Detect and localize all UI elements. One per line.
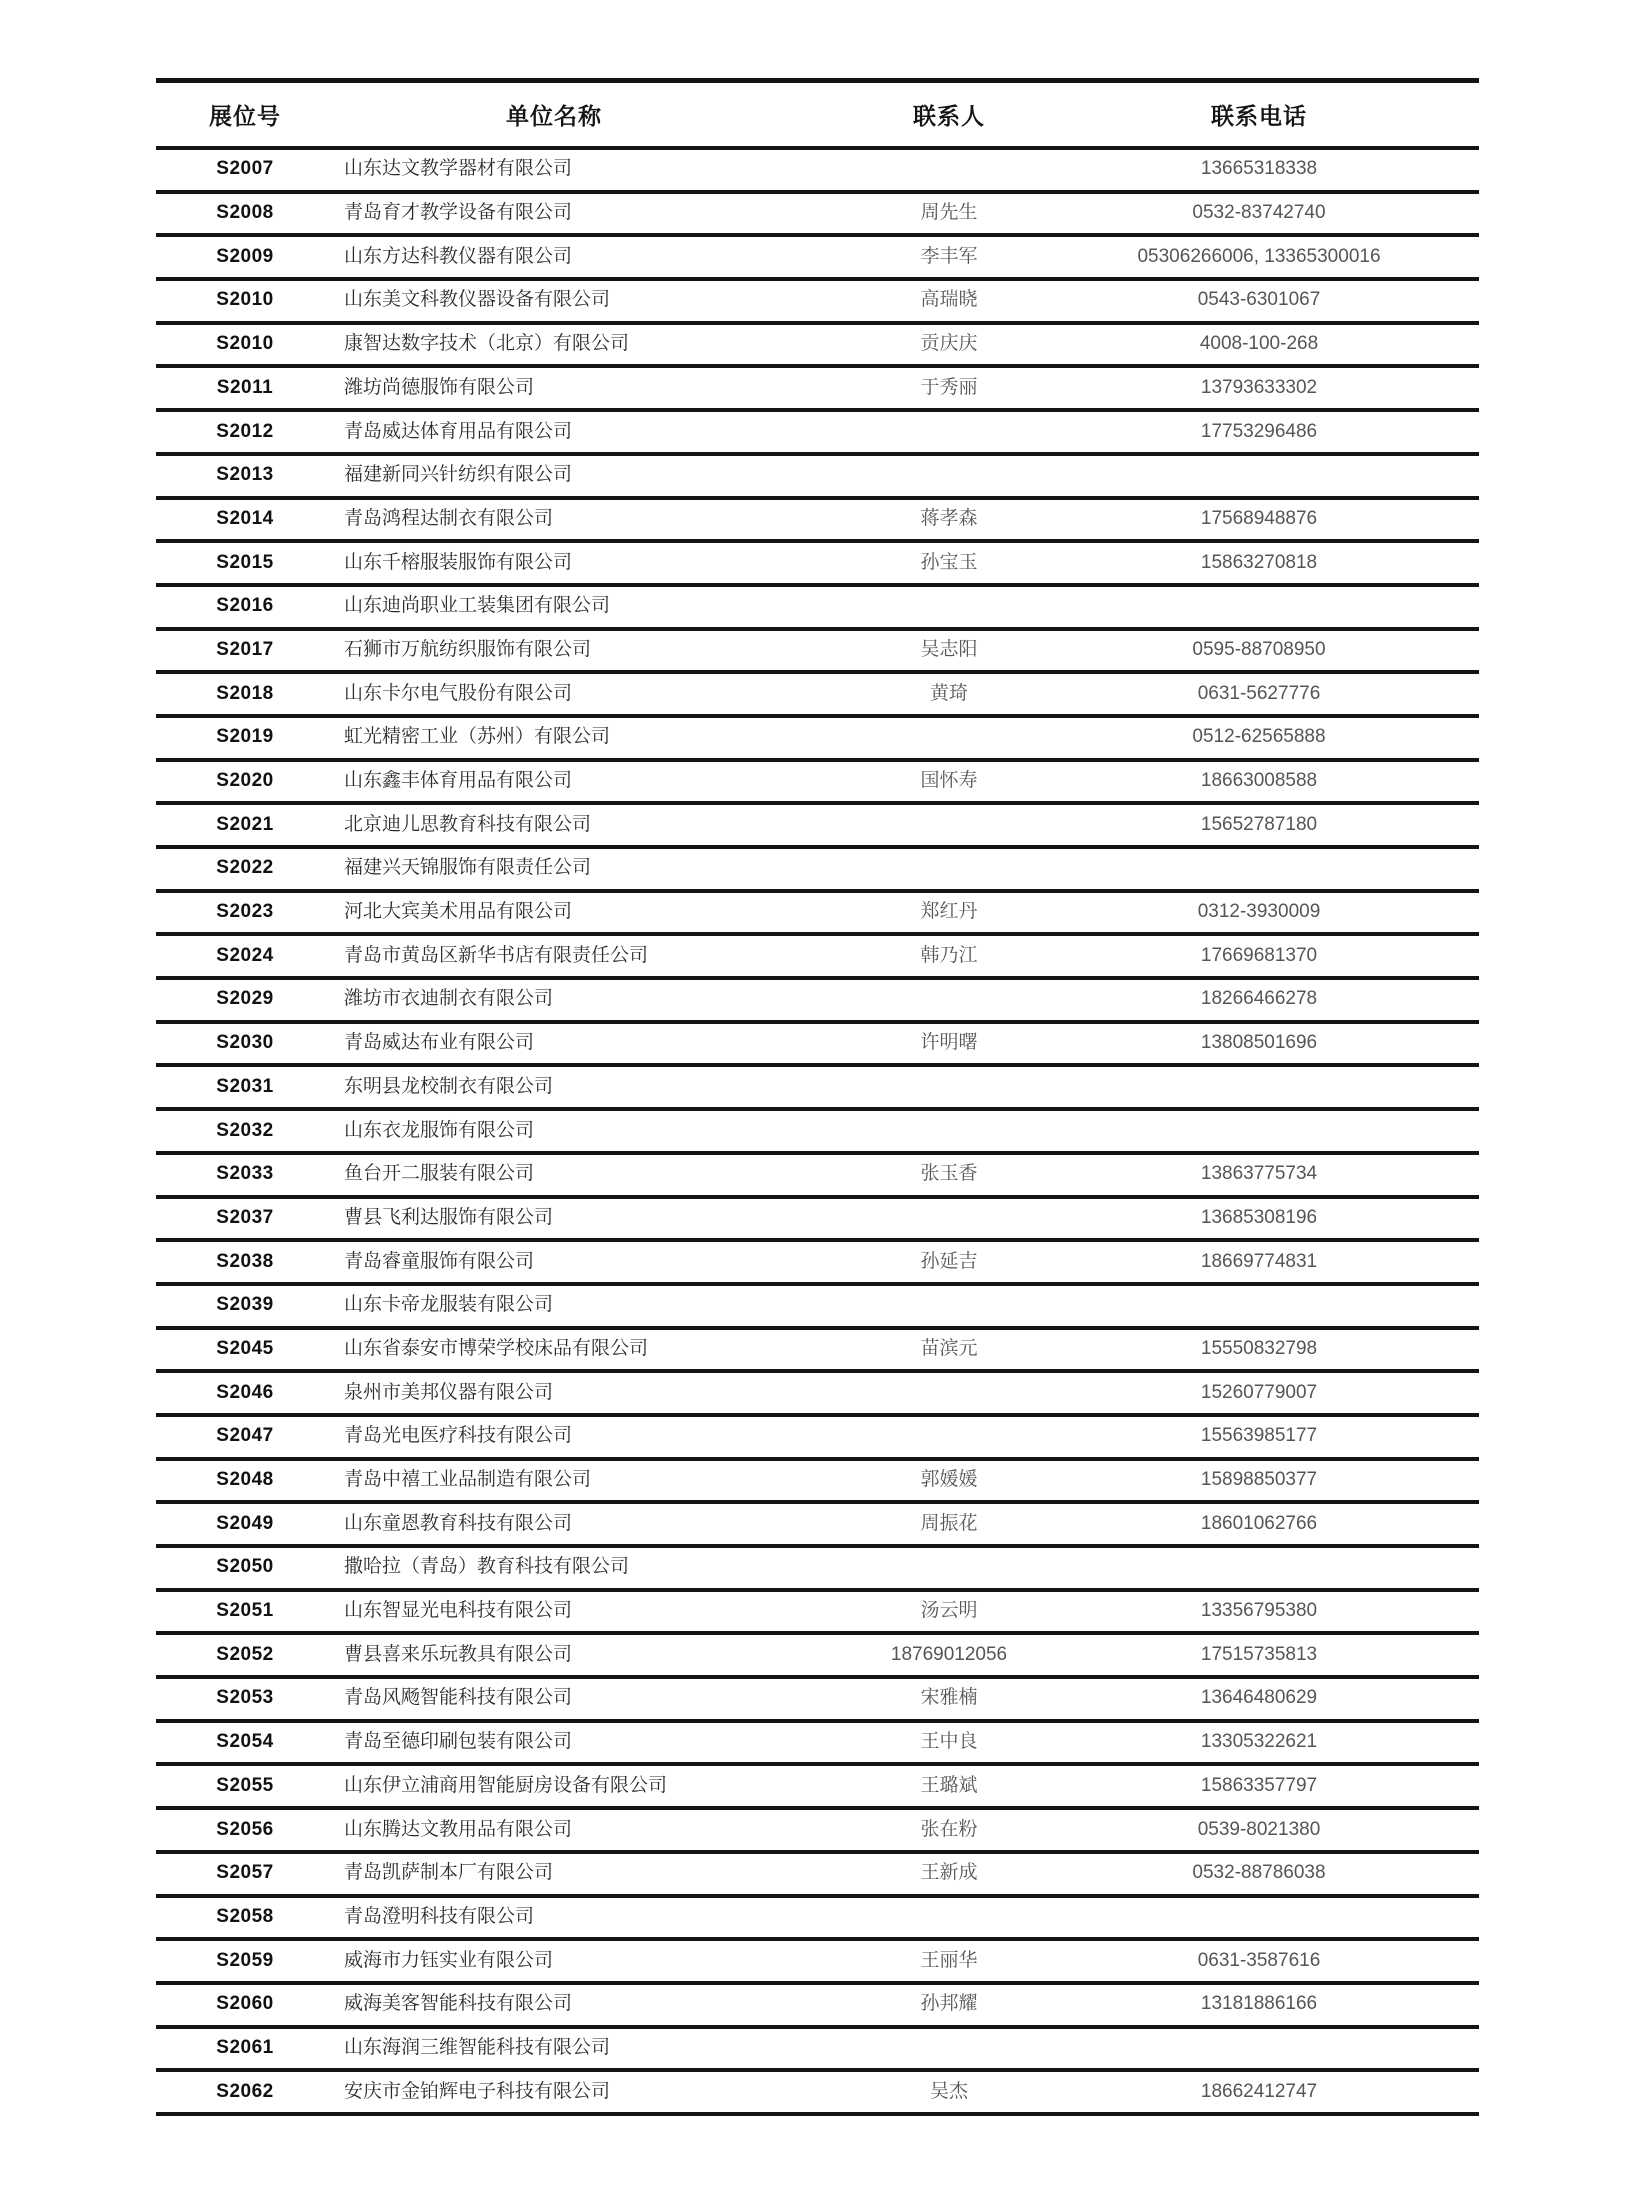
contact-phone-cell: 13808501696 bbox=[1200, 1032, 1318, 1054]
contact-phone-cell: 17753296486 bbox=[1200, 420, 1318, 442]
contact-phone-cell: 0631-3587616 bbox=[1197, 1949, 1321, 1971]
header-booth-number: 展位号 bbox=[209, 103, 281, 129]
contact-phone-cell: 0532-83742740 bbox=[1192, 202, 1326, 224]
booth-number-cell: S2017 bbox=[216, 638, 274, 660]
company-name-cell: 潍坊尚德服饰有限公司 bbox=[344, 376, 535, 398]
company-name-cell: 潍坊市衣迪制衣有限公司 bbox=[344, 988, 554, 1010]
booth-number-cell: S2008 bbox=[216, 202, 274, 224]
company-name-cell: 石狮市万航纺织服饰有限公司 bbox=[344, 638, 592, 660]
contact-person-cell: 贡庆庆 bbox=[920, 333, 978, 355]
company-name-cell: 青岛育才教学设备有限公司 bbox=[344, 202, 573, 224]
company-name-cell: 撒哈拉（青岛）教育科技有限公司 bbox=[344, 1556, 630, 1578]
contact-phone-cell: 13793633302 bbox=[1200, 376, 1318, 398]
contact-person-cell: 张在粉 bbox=[920, 1818, 978, 1840]
table-row bbox=[156, 1985, 1479, 2029]
company-name-cell: 曹县飞利达服饰有限公司 bbox=[344, 1206, 554, 1228]
booth-number-cell: S2050 bbox=[216, 1556, 274, 1578]
contact-phone-cell: 15652787180 bbox=[1200, 813, 1318, 835]
booth-number-cell: S2033 bbox=[216, 1163, 274, 1185]
contact-person-cell: 孙邦耀 bbox=[920, 1993, 978, 2015]
company-name-cell: 山东迪尚职业工装集团有限公司 bbox=[344, 595, 611, 617]
company-name-cell: 青岛睿童服饰有限公司 bbox=[344, 1250, 535, 1272]
table-row bbox=[156, 2072, 1479, 2116]
table-row bbox=[156, 1067, 1479, 1111]
booth-number-cell: S2046 bbox=[216, 1381, 274, 1403]
booth-number-cell: S2052 bbox=[216, 1643, 274, 1665]
company-name-cell: 青岛威达体育用品有限公司 bbox=[344, 420, 573, 442]
contact-phone-cell: 0595-88708950 bbox=[1192, 638, 1326, 660]
company-name-cell: 泉州市美邦仪器有限公司 bbox=[344, 1381, 554, 1403]
company-name-cell: 山东卡帝龙服装有限公司 bbox=[344, 1294, 554, 1316]
contact-person-cell: 18769012056 bbox=[890, 1643, 1008, 1665]
table-row bbox=[156, 325, 1479, 369]
table-row bbox=[156, 150, 1479, 194]
contact-person-cell: 许明曙 bbox=[920, 1032, 978, 1054]
booth-number-cell: S2021 bbox=[216, 813, 274, 835]
company-name-cell: 青岛风飏智能科技有限公司 bbox=[344, 1687, 573, 1709]
company-name-cell: 山东海润三维智能科技有限公司 bbox=[344, 2036, 611, 2058]
booth-number-cell: S2019 bbox=[216, 726, 274, 748]
contact-phone-cell: 18663008588 bbox=[1200, 770, 1318, 792]
exhibitor-table bbox=[156, 78, 1479, 2116]
header-contact-person: 联系人 bbox=[913, 103, 985, 129]
booth-number-cell: S2007 bbox=[216, 158, 274, 180]
table-row bbox=[156, 587, 1479, 631]
booth-number-cell: S2032 bbox=[216, 1119, 274, 1141]
booth-number-cell: S2030 bbox=[216, 1032, 274, 1054]
company-name-cell: 山东千榕服装服饰有限公司 bbox=[344, 551, 573, 573]
company-name-cell: 青岛鸿程达制衣有限公司 bbox=[344, 507, 554, 529]
table-row bbox=[156, 631, 1479, 675]
table-row bbox=[156, 500, 1479, 544]
contact-phone-cell: 13863775734 bbox=[1200, 1163, 1318, 1185]
company-name-cell: 安庆市金铂辉电子科技有限公司 bbox=[344, 2080, 611, 2102]
booth-number-cell: S2031 bbox=[216, 1075, 274, 1097]
contact-person-cell: 高瑞晓 bbox=[920, 289, 978, 311]
table-header-row bbox=[156, 78, 1479, 150]
booth-number-cell: S2014 bbox=[216, 507, 274, 529]
booth-number-cell: S2053 bbox=[216, 1687, 274, 1709]
booth-number-cell: S2055 bbox=[216, 1774, 274, 1796]
booth-number-cell: S2049 bbox=[216, 1512, 274, 1534]
booth-number-cell: S2059 bbox=[216, 1949, 274, 1971]
company-name-cell: 北京迪儿思教育科技有限公司 bbox=[344, 813, 592, 835]
contact-person-cell: 吴杰 bbox=[929, 2080, 968, 2102]
company-name-cell: 威海美客智能科技有限公司 bbox=[344, 1993, 573, 2015]
contact-person-cell: 宋雅楠 bbox=[920, 1687, 978, 1709]
booth-number-cell: S2012 bbox=[216, 420, 274, 442]
contact-phone-cell: 18662412747 bbox=[1200, 2080, 1318, 2102]
booth-number-cell: S2047 bbox=[216, 1425, 274, 1447]
booth-number-cell: S2062 bbox=[216, 2080, 274, 2102]
booth-number-cell: S2010 bbox=[216, 333, 274, 355]
contact-phone-cell: 18266466278 bbox=[1200, 988, 1318, 1010]
table-row bbox=[156, 1723, 1479, 1767]
contact-person-cell: 蒋孝森 bbox=[920, 507, 978, 529]
company-name-cell: 青岛威达布业有限公司 bbox=[344, 1032, 535, 1054]
table-row bbox=[156, 1941, 1479, 1985]
table-row bbox=[156, 674, 1479, 718]
booth-number-cell: S2057 bbox=[216, 1862, 274, 1884]
table-row bbox=[156, 1548, 1479, 1592]
table-row bbox=[156, 1504, 1479, 1548]
booth-number-cell: S2010 bbox=[216, 289, 274, 311]
company-name-cell: 山东衣龙服饰有限公司 bbox=[344, 1119, 535, 1141]
contact-phone-cell: 4008-100-268 bbox=[1199, 333, 1319, 355]
table-row bbox=[156, 805, 1479, 849]
table-row bbox=[156, 368, 1479, 412]
contact-person-cell: 孙宝玉 bbox=[920, 551, 978, 573]
contact-phone-cell: 13305322621 bbox=[1200, 1731, 1318, 1753]
company-name-cell: 青岛市黄岛区新华书店有限责任公司 bbox=[344, 944, 649, 966]
table-row bbox=[156, 893, 1479, 937]
booth-number-cell: S2015 bbox=[216, 551, 274, 573]
table-row bbox=[156, 718, 1479, 762]
header-contact-phone: 联系电话 bbox=[1211, 103, 1307, 129]
contact-phone-cell: 0631-5627776 bbox=[1197, 682, 1321, 704]
contact-phone-cell: 15260779007 bbox=[1200, 1381, 1318, 1403]
company-name-cell: 山东省泰安市博荣学校床品有限公司 bbox=[344, 1337, 649, 1359]
booth-number-cell: S2048 bbox=[216, 1469, 274, 1491]
booth-number-cell: S2023 bbox=[216, 901, 274, 923]
contact-phone-cell: 17515735813 bbox=[1200, 1643, 1318, 1665]
table-row bbox=[156, 1024, 1479, 1068]
company-name-cell: 山东美文科教仪器设备有限公司 bbox=[344, 289, 611, 311]
booth-number-cell: S2056 bbox=[216, 1818, 274, 1840]
table-row bbox=[156, 412, 1479, 456]
booth-number-cell: S2060 bbox=[216, 1993, 274, 2015]
contact-phone-cell: 13181886166 bbox=[1200, 1993, 1318, 2015]
table-row bbox=[156, 1242, 1479, 1286]
contact-person-cell: 郑红丹 bbox=[920, 901, 978, 923]
contact-phone-cell: 0312-3930009 bbox=[1197, 901, 1321, 923]
contact-phone-cell: 0539-8021380 bbox=[1197, 1818, 1321, 1840]
company-name-cell: 山东方达科教仪器有限公司 bbox=[344, 245, 573, 267]
booth-number-cell: S2022 bbox=[216, 857, 274, 879]
contact-phone-cell: 0543-6301067 bbox=[1197, 289, 1321, 311]
company-name-cell: 威海市力钰实业有限公司 bbox=[344, 1949, 554, 1971]
company-name-cell: 山东童恩教育科技有限公司 bbox=[344, 1512, 573, 1534]
booth-number-cell: S2024 bbox=[216, 944, 274, 966]
booth-number-cell: S2061 bbox=[216, 2036, 274, 2058]
company-name-cell: 山东鑫丰体育用品有限公司 bbox=[344, 770, 573, 792]
contact-person-cell: 汤云明 bbox=[920, 1600, 978, 1622]
company-name-cell: 曹县喜来乐玩教具有限公司 bbox=[344, 1643, 573, 1665]
contact-person-cell: 黄琦 bbox=[929, 682, 968, 704]
contact-person-cell: 吴志阳 bbox=[920, 638, 978, 660]
company-name-cell: 康智达数字技术（北京）有限公司 bbox=[344, 333, 630, 355]
company-name-cell: 山东达文教学器材有限公司 bbox=[344, 158, 573, 180]
contact-phone-cell: 13685308196 bbox=[1200, 1206, 1318, 1228]
table-row bbox=[156, 1286, 1479, 1330]
table-row bbox=[156, 1373, 1479, 1417]
contact-person-cell: 周先生 bbox=[920, 202, 978, 224]
contact-person-cell: 周振花 bbox=[920, 1512, 978, 1534]
contact-phone-cell: 13646480629 bbox=[1200, 1687, 1318, 1709]
table-row bbox=[156, 1679, 1479, 1723]
contact-phone-cell: 15563985177 bbox=[1200, 1425, 1318, 1447]
header-company-name: 单位名称 bbox=[506, 103, 602, 129]
table-row bbox=[156, 936, 1479, 980]
table-row bbox=[156, 980, 1479, 1024]
table-row bbox=[156, 1111, 1479, 1155]
contact-person-cell: 韩乃江 bbox=[920, 944, 978, 966]
company-name-cell: 虹光精密工业（苏州）有限公司 bbox=[344, 726, 611, 748]
table-row bbox=[156, 762, 1479, 806]
contact-person-cell: 王丽华 bbox=[920, 1949, 978, 1971]
booth-number-cell: S2038 bbox=[216, 1250, 274, 1272]
company-name-cell: 山东伊立浦商用智能厨房设备有限公司 bbox=[344, 1774, 668, 1796]
contact-phone-cell: 13356795380 bbox=[1200, 1600, 1318, 1622]
company-name-cell: 河北大宾美术用品有限公司 bbox=[344, 901, 573, 923]
booth-number-cell: S2029 bbox=[216, 988, 274, 1010]
booth-number-cell: S2020 bbox=[216, 770, 274, 792]
contact-person-cell: 于秀丽 bbox=[920, 376, 978, 398]
contact-phone-cell: 18669774831 bbox=[1200, 1250, 1318, 1272]
contact-phone-cell: 15863270818 bbox=[1200, 551, 1318, 573]
contact-person-cell: 郭媛媛 bbox=[920, 1469, 978, 1491]
table-row bbox=[156, 1461, 1479, 1505]
company-name-cell: 福建兴天锦服饰有限责任公司 bbox=[344, 857, 592, 879]
booth-number-cell: S2009 bbox=[216, 245, 274, 267]
table-row bbox=[156, 281, 1479, 325]
company-name-cell: 青岛澄明科技有限公司 bbox=[344, 1905, 535, 1927]
table-row bbox=[156, 1766, 1479, 1810]
table-row bbox=[156, 1854, 1479, 1898]
booth-number-cell: S2013 bbox=[216, 464, 274, 486]
table-row bbox=[156, 849, 1479, 893]
contact-phone-cell: 18601062766 bbox=[1200, 1512, 1318, 1534]
contact-phone-cell: 15863357797 bbox=[1200, 1774, 1318, 1796]
contact-person-cell: 王中良 bbox=[920, 1731, 978, 1753]
booth-number-cell: S2016 bbox=[216, 595, 274, 617]
table-row bbox=[156, 1199, 1479, 1243]
contact-person-cell: 孙延吉 bbox=[920, 1250, 978, 1272]
table-row bbox=[156, 237, 1479, 281]
contact-phone-cell: 0512-62565888 bbox=[1192, 726, 1326, 748]
contact-person-cell: 王新成 bbox=[920, 1862, 978, 1884]
table-row bbox=[156, 456, 1479, 500]
table-row bbox=[156, 1810, 1479, 1854]
table-body bbox=[156, 150, 1479, 2116]
table-row bbox=[156, 1592, 1479, 1636]
contact-phone-cell: 15550832798 bbox=[1200, 1337, 1318, 1359]
contact-person-cell: 国怀寿 bbox=[920, 770, 978, 792]
contact-phone-cell: 13665318338 bbox=[1200, 158, 1318, 180]
booth-number-cell: S2039 bbox=[216, 1294, 274, 1316]
company-name-cell: 青岛中禧工业品制造有限公司 bbox=[344, 1469, 592, 1491]
table-row bbox=[156, 1330, 1479, 1374]
booth-number-cell: S2037 bbox=[216, 1206, 274, 1228]
booth-number-cell: S2018 bbox=[216, 682, 274, 704]
table-row bbox=[156, 194, 1479, 238]
company-name-cell: 山东腾达文教用品有限公司 bbox=[344, 1818, 573, 1840]
booth-number-cell: S2054 bbox=[216, 1731, 274, 1753]
company-name-cell: 青岛凯萨制本厂有限公司 bbox=[344, 1862, 554, 1884]
company-name-cell: 东明县龙校制衣有限公司 bbox=[344, 1075, 554, 1097]
contact-phone-cell: 05306266006, 13365300016 bbox=[1137, 245, 1381, 267]
table-row bbox=[156, 543, 1479, 587]
contact-person-cell: 王璐斌 bbox=[920, 1774, 978, 1796]
booth-number-cell: S2051 bbox=[216, 1600, 274, 1622]
booth-number-cell: S2058 bbox=[216, 1905, 274, 1927]
company-name-cell: 鱼台开二服装有限公司 bbox=[344, 1163, 535, 1185]
company-name-cell: 青岛至德印刷包装有限公司 bbox=[344, 1731, 573, 1753]
company-name-cell: 福建新同兴针纺织有限公司 bbox=[344, 464, 573, 486]
table-row bbox=[156, 1155, 1479, 1199]
table-row bbox=[156, 2029, 1479, 2073]
contact-phone-cell: 0532-88786038 bbox=[1192, 1862, 1326, 1884]
contact-phone-cell: 15898850377 bbox=[1200, 1469, 1318, 1491]
contact-person-cell: 张玉香 bbox=[920, 1163, 978, 1185]
company-name-cell: 山东智显光电科技有限公司 bbox=[344, 1600, 573, 1622]
contact-person-cell: 苗滨元 bbox=[920, 1337, 978, 1359]
table-row bbox=[156, 1417, 1479, 1461]
booth-number-cell: S2045 bbox=[216, 1337, 274, 1359]
table-row bbox=[156, 1898, 1479, 1942]
contact-person-cell: 李丰军 bbox=[920, 245, 978, 267]
table-row bbox=[156, 1635, 1479, 1679]
contact-phone-cell: 17568948876 bbox=[1200, 507, 1318, 529]
company-name-cell: 山东卡尔电气股份有限公司 bbox=[344, 682, 573, 704]
contact-phone-cell: 17669681370 bbox=[1200, 944, 1318, 966]
company-name-cell: 青岛光电医疗科技有限公司 bbox=[344, 1425, 573, 1447]
booth-number-cell: S2011 bbox=[216, 376, 274, 398]
